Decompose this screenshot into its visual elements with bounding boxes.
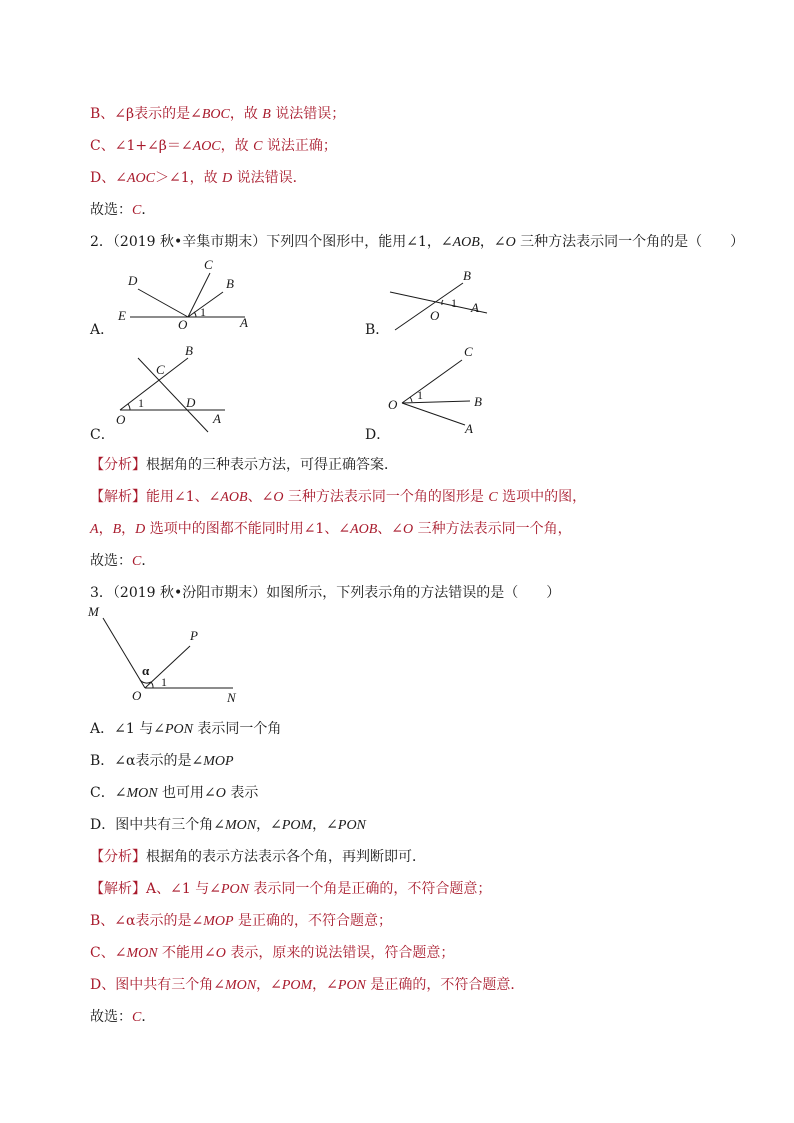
fig-a-label-1: 1 (200, 305, 206, 319)
q3-solution-c: C、∠MON 不能用∠O 表示，原来的说法错误，符合题意； (90, 945, 455, 961)
fig-b-label-b: B (463, 268, 471, 283)
q3-stem: 3．（2019 秋•汾阳市期末）如图所示，下列表示角的方法错误的是（ ） (90, 585, 561, 601)
q3-option-d: D．图中共有三个角∠MON，∠POM，∠PON (90, 817, 366, 833)
fig-b-label-a: A (471, 300, 479, 315)
fig-a-label-e: E (118, 308, 126, 323)
fig-c-label-b: B (185, 343, 193, 358)
fig-a-label-d: D (128, 273, 138, 288)
q2-figure-b (385, 265, 505, 335)
fig-c-label-o: O (116, 412, 126, 427)
fig-c-label-c: C (156, 362, 165, 377)
fig-d-label-o: O (388, 397, 398, 412)
q3-fig-label-n: N (227, 690, 236, 705)
q2-option-b-label: B． (365, 322, 390, 338)
q2-figure-a (110, 255, 270, 335)
fig-a-label-a: A (240, 315, 248, 330)
q2-figure-c (110, 340, 250, 435)
q2-answer: 故选：C． (90, 553, 156, 569)
q3-fig-label-p: P (190, 628, 198, 643)
q2-figure-d (385, 340, 495, 435)
q3-solution-b: B、∠α表示的是∠MOP 是正确的，不符合题意； (90, 913, 392, 929)
q3-fig-label-o: O (132, 688, 142, 703)
q3-figure (85, 600, 255, 710)
fig-c-label-d: D (186, 395, 196, 410)
q3-option-a: A．∠1 与∠PON 表示同一个角 (90, 721, 282, 737)
prev-option-b-explanation: B、∠β表示的是∠BOC，故 B 说法错误； (90, 106, 346, 122)
prev-answer: 故选：C． (90, 202, 156, 218)
fig-a-label-b: B (226, 276, 234, 291)
q2-option-c-label: C． (90, 427, 115, 443)
q3-answer: 故选：C． (90, 1009, 156, 1025)
fig-a-label-c: C (204, 257, 213, 272)
q3-solution-d: D、图中共有三个角∠MON，∠POM，∠PON 是正确的，不符合题意． (90, 977, 525, 993)
fig-d-label-a: A (465, 421, 473, 435)
q2-option-d-label: D． (365, 427, 391, 443)
q3-option-c: C．∠MON 也可用∠O 表示 (90, 785, 259, 801)
fig-c-label-1: 1 (138, 396, 144, 410)
fig-b-label-o: O (430, 308, 440, 323)
q2-solution-line2: A，B，D 选项中的图都不能同时用∠1、∠AOB、∠O 三种方法表示同一个角， (90, 521, 572, 537)
q3-option-b: B．∠α表示的是∠MOP (90, 753, 234, 769)
q2-analysis: 【分析】根据角的三种表示方法，可得正确答案． (90, 457, 398, 473)
fig-d-label-b: B (474, 394, 482, 409)
q3-solution-a: 【解析】A、∠1 与∠PON 表示同一个角是正确的，不符合题意； (90, 881, 492, 897)
q2-stem: 2．（2019 秋•辛集市期末）下列四个图形中，能用∠1，∠AOB，∠O 三种方法表示同一个角的是（ ） (90, 234, 745, 250)
prev-option-c-explanation: C、∠1+∠β＝∠AOC，故 C 说法正确； (90, 138, 337, 154)
prev-option-d-explanation: D、∠AOC＞∠1，故 D 说法错误． (90, 170, 307, 186)
q3-fig-label-alpha: α (142, 663, 150, 678)
fig-b-label-1: 1 (451, 296, 457, 310)
q2-option-a-label: A． (90, 322, 115, 338)
q3-fig-label-m: M (88, 604, 99, 619)
fig-c-label-a: A (213, 411, 221, 426)
fig-d-label-1: 1 (417, 388, 423, 402)
fig-d-label-c: C (464, 344, 473, 359)
q3-fig-label-1: 1 (161, 675, 167, 689)
q2-solution-line1: 【解析】能用∠1、∠AOB、∠O 三种方法表示同一个角的图形是 C 选项中的图， (90, 489, 587, 505)
fig-a-label-o: O (178, 317, 188, 332)
q3-analysis: 【分析】根据角的表示方法表示各个角，再判断即可． (90, 849, 426, 865)
